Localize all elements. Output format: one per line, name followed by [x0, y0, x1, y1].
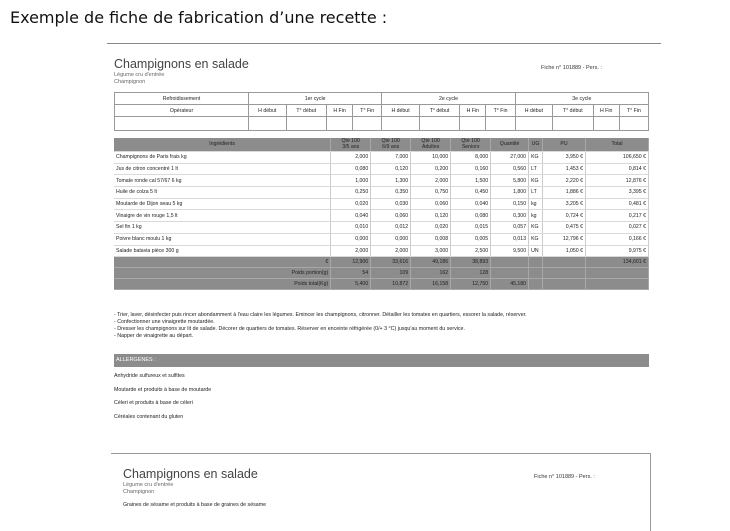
- ingredient-name: Tomate ronde cal 57/67 6 kg: [114, 175, 331, 187]
- euro-value: 33,616: [371, 257, 411, 268]
- ingredient-q1: 0,010: [331, 222, 371, 234]
- ingredient-pu: 12,796 €: [543, 233, 586, 245]
- page2-recipe-family: Champignon: [123, 489, 155, 495]
- poids-portion-label: Poids portion(g): [114, 268, 331, 279]
- ingredient-q4: 0,450: [451, 187, 491, 199]
- ingredient-q4: 2,500: [451, 245, 491, 257]
- cycle-cell[interactable]: [353, 117, 382, 131]
- ingredient-ug: KG: [529, 175, 543, 187]
- ingredient-q2: 0,060: [371, 210, 411, 222]
- col-qty-label: Qté 100: [341, 137, 360, 144]
- poids-total-value: 10,872: [371, 279, 411, 290]
- ingredient-q1: 0,080: [331, 163, 371, 175]
- ingredients-table: [114, 138, 649, 290]
- ingredient-total: 9,975 €: [586, 245, 649, 257]
- cycle-cell[interactable]: [486, 117, 515, 131]
- page2-fiche-number: Fiche n° 101889 - Pers. :: [534, 474, 595, 480]
- poids-total-row: [114, 279, 649, 290]
- ingredient-q1: 2,000: [331, 245, 371, 257]
- ingredient-name: Moutarde de Dijon seau 5 kg: [114, 198, 331, 210]
- ingredient-total: 0,166 €: [586, 233, 649, 245]
- cycle-col-header: T° début: [553, 105, 593, 117]
- poids-portion-value: 109: [371, 268, 411, 279]
- col-qty-group: 6/9 ans: [382, 143, 400, 150]
- cycle-col-header: T° Fin: [353, 105, 382, 117]
- ingredient-q3: 0,120: [411, 210, 451, 222]
- cycle-col-header: H Fin: [326, 105, 352, 117]
- ingredient-row: [114, 198, 649, 210]
- ingredient-qte: 0,560: [491, 163, 529, 175]
- cycle-cell[interactable]: [593, 117, 619, 131]
- page-top-rule: [107, 43, 661, 44]
- recipe-category: Légume cru d'entrée: [114, 72, 165, 78]
- cycle-col-header: H début: [382, 105, 420, 117]
- col-qty-adultes: [411, 138, 451, 152]
- ingredient-qte: 0,057: [491, 222, 529, 234]
- ingredient-total: 0,217 €: [586, 210, 649, 222]
- ingredient-ug: KG: [529, 233, 543, 245]
- ingredient-q2: 0,000: [371, 233, 411, 245]
- ingredient-q3: 3,000: [411, 245, 451, 257]
- ingredient-qte: 27,000: [491, 152, 529, 164]
- ingredient-name: Sel fin 1 kg: [114, 222, 331, 234]
- page2-top-border: [111, 453, 650, 454]
- ingredient-ug: KG: [529, 222, 543, 234]
- poids-total-value: 12,750: [451, 279, 491, 290]
- ingredient-ug: KG: [529, 152, 543, 164]
- cycle-2-header: 2e cycle: [382, 93, 515, 105]
- ingredient-total: 12,876 €: [586, 175, 649, 187]
- ingredient-qte: 0,013: [491, 233, 529, 245]
- cycle-cell[interactable]: [553, 117, 593, 131]
- ingredient-ug: LT: [529, 163, 543, 175]
- allergens-list: [114, 370, 211, 424]
- ingredient-pu: 0,475 €: [543, 222, 586, 234]
- ingredient-row: [114, 233, 649, 245]
- euro-value: 38,893: [451, 257, 491, 268]
- ingredient-q2: 2,000: [371, 245, 411, 257]
- ingredient-q1: 0,020: [331, 198, 371, 210]
- cycle-cell[interactable]: [515, 117, 553, 131]
- ingredient-pu: 1,050 €: [543, 245, 586, 257]
- cycle-col-header: T° Fin: [486, 105, 515, 117]
- ingredient-q1: 0,000: [331, 233, 371, 245]
- cycle-cell[interactable]: [382, 117, 420, 131]
- ingredient-q3: 0,008: [411, 233, 451, 245]
- recipe-family: Champignon: [114, 79, 146, 85]
- ingredient-ug: kg: [529, 210, 543, 222]
- ingredient-total: 0,481 €: [586, 198, 649, 210]
- operateur-cell[interactable]: [115, 117, 249, 131]
- note-line: - Dresser les champignons sur lit de salade. Décorer de quartiers de tomates. Réserver en enceinte réfrigérée (0/+ 3 °C) jusqu'au moment du service.: [114, 326, 465, 332]
- operateur-label: Opérateur: [115, 105, 249, 117]
- cycle-col-header: H début: [515, 105, 553, 117]
- allergen-item: Céleri et produits à base de céleri: [114, 400, 193, 406]
- ingredient-row: [114, 187, 649, 199]
- col-qty-group: Seniors: [461, 143, 480, 150]
- ingredient-q2: 0,030: [371, 198, 411, 210]
- ingredient-total: 0,814 €: [586, 163, 649, 175]
- ingredient-pu: 2,220 €: [543, 175, 586, 187]
- ingredient-q1: 0,040: [331, 210, 371, 222]
- fiche-number: Fiche n° 101889 - Pers. :: [541, 65, 602, 71]
- col-qty-seniors: [451, 138, 491, 152]
- col-qty-label: Qté 100: [421, 137, 440, 144]
- ingredient-q1: 1,000: [331, 175, 371, 187]
- ingredient-q1: 2,000: [331, 152, 371, 164]
- ingredient-row: [114, 210, 649, 222]
- empty-cell: [491, 268, 529, 279]
- ingredient-qte: 5,800: [491, 175, 529, 187]
- ingredient-qte: 0,150: [491, 198, 529, 210]
- ingredient-q2: 0,012: [371, 222, 411, 234]
- ingredient-q4: 0,040: [451, 198, 491, 210]
- empty-cell: [543, 268, 586, 279]
- empty-cell: [529, 268, 543, 279]
- ingredient-q3: 0,060: [411, 198, 451, 210]
- col-qty-6-9: [371, 138, 411, 152]
- cycle-cell[interactable]: [249, 117, 287, 131]
- ingredient-total: 0,027 €: [586, 222, 649, 234]
- col-ingredients: Ingrédients: [114, 138, 331, 152]
- col-pu: PU: [543, 138, 586, 152]
- empty-cell: [543, 279, 586, 290]
- ingredient-qte: 9,500: [491, 245, 529, 257]
- ingredient-q3: 0,020: [411, 222, 451, 234]
- poids-total-label: Poids total(Kg): [114, 279, 331, 290]
- euro-label: €: [114, 257, 331, 268]
- cycle-cell[interactable]: [286, 117, 326, 131]
- euro-value: 49,186: [411, 257, 451, 268]
- ingredient-name: Salade batavia pièce 300 g: [114, 245, 331, 257]
- ingredient-name: Huile de colza 5 lt: [114, 187, 331, 199]
- empty-cell: [543, 257, 586, 268]
- ingredient-q3: 0,200: [411, 163, 451, 175]
- page-caption: Exemple de fiche de fabrication d’une recette :: [10, 8, 388, 27]
- cycle-cell[interactable]: [619, 117, 648, 131]
- note-line: - Napper de vinaigrette au départ.: [114, 333, 194, 339]
- preparation-notes: [114, 312, 527, 340]
- cycle-cell[interactable]: [460, 117, 486, 131]
- poids-portion-row: [114, 268, 649, 279]
- page2-recipe-category: Légume cru d'entrée: [123, 482, 174, 488]
- ingredient-q2: 0,120: [371, 163, 411, 175]
- poids-portion-value: 54: [331, 268, 371, 279]
- cycle-cell[interactable]: [419, 117, 459, 131]
- allergen-item: Anhydride sulfureux et sulfites: [114, 373, 185, 379]
- ingredient-name: Vinaigre de vin rouge 1,5 lt: [114, 210, 331, 222]
- ingredient-q4: 0,080: [451, 210, 491, 222]
- empty-cell: [529, 257, 543, 268]
- ingredient-q3: 10,000: [411, 152, 451, 164]
- ingredient-q2: 7,000: [371, 152, 411, 164]
- allergen-item: Céréales contenant du gluten: [114, 413, 184, 420]
- ingredient-q2: 1,300: [371, 175, 411, 187]
- ingredient-total: 3,395 €: [586, 187, 649, 199]
- ingredient-ug: kg: [529, 198, 543, 210]
- cycle-col-header: H Fin: [593, 105, 619, 117]
- col-qty-label: Qté 100: [461, 137, 480, 144]
- col-qty-group: Adultes: [422, 143, 440, 150]
- ingredient-pu: 0,724 €: [543, 210, 586, 222]
- cycle-1-header: 1er cycle: [249, 93, 382, 105]
- cycle-col-header: T° début: [286, 105, 326, 117]
- ingredient-pu: 1,453 €: [543, 163, 586, 175]
- ingredient-q4: 1,500: [451, 175, 491, 187]
- euro-value: 12,906: [331, 257, 371, 268]
- cycle-col-header: T° début: [419, 105, 459, 117]
- euro-total-row: [114, 257, 649, 268]
- ingredient-name: Poivre blanc moulu 1 kg: [114, 233, 331, 245]
- cycle-col-header: T° Fin: [619, 105, 648, 117]
- ingredient-q3: 2,000: [411, 175, 451, 187]
- ingredient-total: 106,650 €: [586, 152, 649, 164]
- refroidissement-label: Refroidissement: [115, 93, 249, 105]
- euro-grand-total: 134,601 €: [586, 257, 649, 268]
- cycle-cell[interactable]: [326, 117, 352, 131]
- ingredients-header-row: [114, 138, 649, 152]
- col-quantite: Quantité: [491, 138, 529, 152]
- note-line: - Confectionner une vinaigrette moutardée.: [114, 319, 215, 325]
- ingredient-name: Champignons de Paris frais kg: [114, 152, 331, 164]
- ingredient-q4: 0,015: [451, 222, 491, 234]
- poids-total-quantite: 45,180: [491, 279, 529, 290]
- page2-recipe-subtitle: [123, 482, 173, 496]
- allergens-header: ALLERGENES :: [114, 354, 649, 367]
- ingredient-row: [114, 163, 649, 175]
- col-qty-3-5: [331, 138, 371, 152]
- poids-portion-value: 162: [411, 268, 451, 279]
- ingredient-name: Jus de citron concentré 1 lt: [114, 163, 331, 175]
- col-total: Total: [586, 138, 649, 152]
- ingredient-ug: UN: [529, 245, 543, 257]
- cooling-cycle-table: [114, 92, 649, 131]
- ingredient-row: [114, 222, 649, 234]
- ingredient-q3: 0,750: [411, 187, 451, 199]
- col-qty-group: 3/5 ans: [342, 143, 360, 150]
- ingredient-qte: 0,300: [491, 210, 529, 222]
- ingredient-qte: 1,800: [491, 187, 529, 199]
- ingredient-q1: 0,250: [331, 187, 371, 199]
- page2-allergen-item: Graines de sésame et produits à base de graines de sésame: [123, 502, 267, 508]
- recipe-subtitle: [114, 72, 164, 86]
- poids-total-value: 5,400: [331, 279, 371, 290]
- note-line: - Trier, laver, désinfecter puis rincer abondamment à l'eau claire les légumes. Emincer les champignons, citronner. Détailler les tomates en quartiers, essorer la salade, réserver.: [114, 312, 527, 318]
- col-qty-label: Qté 100: [381, 137, 400, 144]
- allergen-item: Moutarde et produits à base de moutarde: [114, 386, 212, 393]
- col-ug: UG: [529, 138, 543, 152]
- ingredients-body: [114, 152, 649, 257]
- ingredient-row: [114, 175, 649, 187]
- cycle-3-header: 3e cycle: [515, 93, 648, 105]
- ingredient-pu: 1,886 €: [543, 187, 586, 199]
- empty-cell: [529, 279, 543, 290]
- ingredient-pu: 3,205 €: [543, 198, 586, 210]
- poids-portion-value: 128: [451, 268, 491, 279]
- ingredient-q4: 0,160: [451, 163, 491, 175]
- empty-cell: [586, 268, 649, 279]
- page2-recipe-title: Champignons en salade: [123, 467, 258, 481]
- poids-total-value: 16,158: [411, 279, 451, 290]
- ingredient-row: [114, 245, 649, 257]
- ingredient-row: [114, 152, 649, 164]
- page2-right-border: [650, 453, 651, 531]
- ingredient-q4: 0,005: [451, 233, 491, 245]
- cycle-col-header: H Fin: [460, 105, 486, 117]
- ingredient-ug: LT: [529, 187, 543, 199]
- ingredient-q4: 8,000: [451, 152, 491, 164]
- empty-cell: [586, 279, 649, 290]
- recipe-title: Champignons en salade: [114, 57, 249, 71]
- empty-cell: [491, 257, 529, 268]
- ingredient-pu: 3,950 €: [543, 152, 586, 164]
- ingredient-q2: 0,350: [371, 187, 411, 199]
- cycle-col-header: H début: [249, 105, 287, 117]
